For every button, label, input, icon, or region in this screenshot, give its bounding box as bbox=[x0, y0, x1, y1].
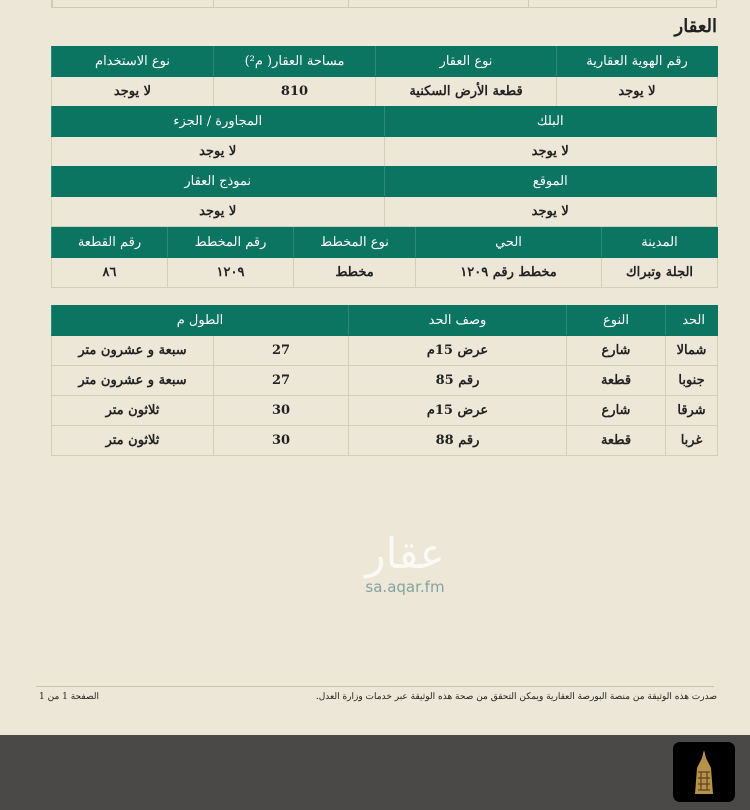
length-text: سبعة و عشرون متر bbox=[52, 336, 214, 366]
header-plot-number: رقم القطعة bbox=[52, 228, 168, 258]
description: عرض 15م bbox=[349, 396, 567, 426]
page-number: الصفحة 1 من 1 bbox=[39, 692, 99, 702]
header-property-type: نوع العقار bbox=[376, 47, 557, 77]
section-title: العقار bbox=[674, 16, 717, 37]
footer-note: صدرت هذه الوثيقة من منصة البورصة العقارية ويمكن التحقق من صحة هذه الوثيقة عبر خدمات وزارة العدل. bbox=[315, 692, 717, 702]
value-district: مخطط رقم ١٢٠٩ bbox=[416, 258, 602, 288]
value-block: لا يوجد bbox=[384, 137, 717, 167]
length: 27 bbox=[214, 336, 349, 366]
value-plan-number: ١٢٠٩ bbox=[168, 258, 294, 288]
type: شارع bbox=[567, 396, 666, 426]
side: شمالا bbox=[666, 336, 718, 366]
value-city: الجلة وتبراك bbox=[602, 258, 718, 288]
boundaries-table bbox=[51, 305, 718, 456]
length: 30 bbox=[214, 426, 349, 456]
header-description: وصف الحد bbox=[349, 306, 567, 336]
header-property-id: رقم الهوية العقارية bbox=[557, 47, 718, 77]
value-plan-type: مخطط bbox=[294, 258, 416, 288]
header-boundary: الحد bbox=[666, 306, 718, 336]
table-row bbox=[52, 396, 718, 426]
length: 27 bbox=[214, 366, 349, 396]
footer-divider bbox=[36, 686, 714, 687]
header-location: الموقع bbox=[384, 167, 717, 197]
property-table-2 bbox=[51, 106, 717, 167]
header-length: الطول م bbox=[52, 306, 349, 336]
watermark-logo: عقار bbox=[365, 529, 445, 578]
value-plot-number: ٨٦ bbox=[52, 258, 168, 288]
value-property-id: لا يوجد bbox=[557, 77, 718, 107]
watermark bbox=[330, 530, 480, 596]
side: جنوبا bbox=[666, 366, 718, 396]
header-property-model: نموذج العقار bbox=[52, 167, 385, 197]
length: 30 bbox=[214, 396, 349, 426]
header-city: المدينة bbox=[602, 228, 718, 258]
description: عرض 15م bbox=[349, 336, 567, 366]
type: قطعة bbox=[567, 366, 666, 396]
tower-logo-icon bbox=[689, 748, 719, 796]
header-plan-number: رقم المخطط bbox=[168, 228, 294, 258]
value-property-type: قطعة الأرض السكنية bbox=[376, 77, 557, 107]
property-table-4 bbox=[51, 227, 718, 288]
side: شرقا bbox=[666, 396, 718, 426]
header-area: مساحة العقار( م²) bbox=[214, 47, 376, 77]
length-text: ثلاثون متر bbox=[52, 396, 214, 426]
property-table-3 bbox=[51, 166, 717, 227]
length-text: سبعة و عشرون متر bbox=[52, 366, 214, 396]
header-block: البلك bbox=[384, 107, 717, 137]
app-logo-icon[interactable] bbox=[673, 742, 735, 802]
bottom-bar bbox=[0, 735, 750, 810]
header-neighborhood-part: المجاورة / الجزء bbox=[52, 107, 385, 137]
table-row bbox=[52, 336, 718, 366]
watermark-url: sa.aqar.fm bbox=[365, 578, 445, 596]
type: قطعة bbox=[567, 426, 666, 456]
value-property-model: لا يوجد bbox=[52, 197, 385, 227]
description: رقم 88 bbox=[349, 426, 567, 456]
side: غربا bbox=[666, 426, 718, 456]
table-row bbox=[52, 366, 718, 396]
description: رقم 85 bbox=[349, 366, 567, 396]
previous-table-fragment bbox=[51, 0, 717, 8]
value-area: 810 bbox=[214, 77, 376, 107]
header-plan-type: نوع المخطط bbox=[294, 228, 416, 258]
property-table-1 bbox=[51, 46, 718, 107]
value-usage-type: لا يوجد bbox=[52, 77, 214, 107]
header-type: النوع bbox=[567, 306, 666, 336]
value-location: لا يوجد bbox=[384, 197, 717, 227]
table-row bbox=[52, 426, 718, 456]
header-district: الحي bbox=[416, 228, 602, 258]
type: شارع bbox=[567, 336, 666, 366]
header-usage-type: نوع الاستخدام bbox=[52, 47, 214, 77]
length-text: ثلاثون متر bbox=[52, 426, 214, 456]
value-neighborhood-part: لا يوجد bbox=[52, 137, 385, 167]
